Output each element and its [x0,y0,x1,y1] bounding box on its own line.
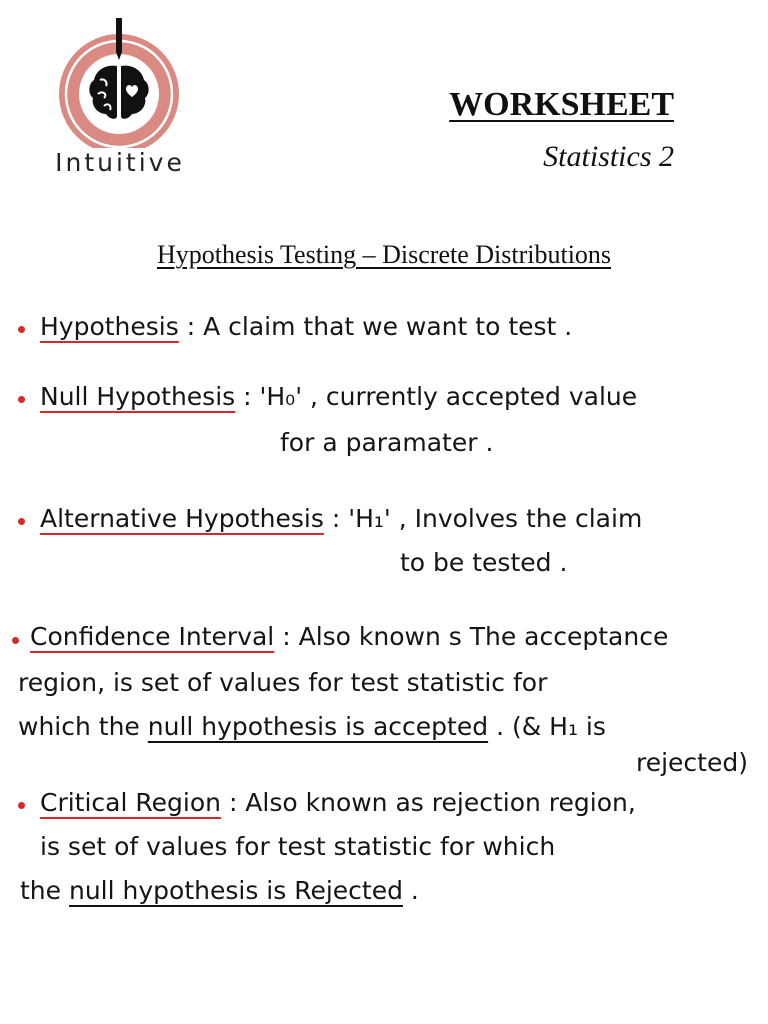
confidence-interval-line-3-start: which the [18,712,140,741]
critical-region-line-3-start: the [20,876,62,905]
bullet-icon [18,802,25,809]
topic-heading: Hypothesis Testing – Discrete Distributions [156,240,612,269]
confidence-interval-line-3 [18,714,606,739]
note-null-hypothesis [40,384,637,409]
alternative-hypothesis-line-2: to be tested . [400,548,568,577]
confidence-interval-null-accepted: null hypothesis is accepted [147,712,489,741]
note-alternative-hypothesis [40,506,642,531]
critical-region-null-rejected: null hypothesis is Rejected [68,876,403,905]
bullet-icon [18,326,25,333]
confidence-interval-line-2: region, is set of values for test statistic for [18,668,548,697]
confidence-interval-line-4: rejected) [636,748,748,777]
confidence-interval-line-3-end: . (& H₁ is [496,712,606,741]
bullet-icon [18,518,25,525]
bullet-icon [12,637,19,644]
note-confidence-interval [30,624,668,649]
critical-region-line-3-end: . [410,876,419,905]
term-null-hypothesis: Null Hypothesis [40,382,236,411]
logo-wordmark: Intuitive [55,148,185,177]
worksheet-subject: Statistics 2 [543,140,674,173]
term-alternative-hypothesis: Alternative Hypothesis [40,504,324,533]
null-hypothesis-line-1: : 'H₀' , currently accepted value [243,382,638,411]
worksheet-title: WORKSHEET [449,86,674,123]
bullet-icon [18,396,25,403]
hypothesis-definition: : A claim that we want to test . [186,312,573,341]
note-critical-region [40,790,636,815]
critical-region-line-3 [20,878,419,903]
critical-region-line-1: : Also known as rejection region, [228,788,636,817]
term-critical-region: Critical Region [40,788,221,817]
null-hypothesis-line-2: for a paramater . [280,428,494,457]
note-hypothesis [40,314,572,339]
term-hypothesis: Hypothesis [40,312,179,341]
confidence-interval-line-1: : Also known s The acceptance [282,622,669,651]
term-confidence-interval: Confidence Interval [30,622,275,651]
critical-region-line-2: is set of values for test statistic for which [40,832,556,861]
alternative-hypothesis-line-1: : 'H₁' , Involves the claim [331,504,643,533]
